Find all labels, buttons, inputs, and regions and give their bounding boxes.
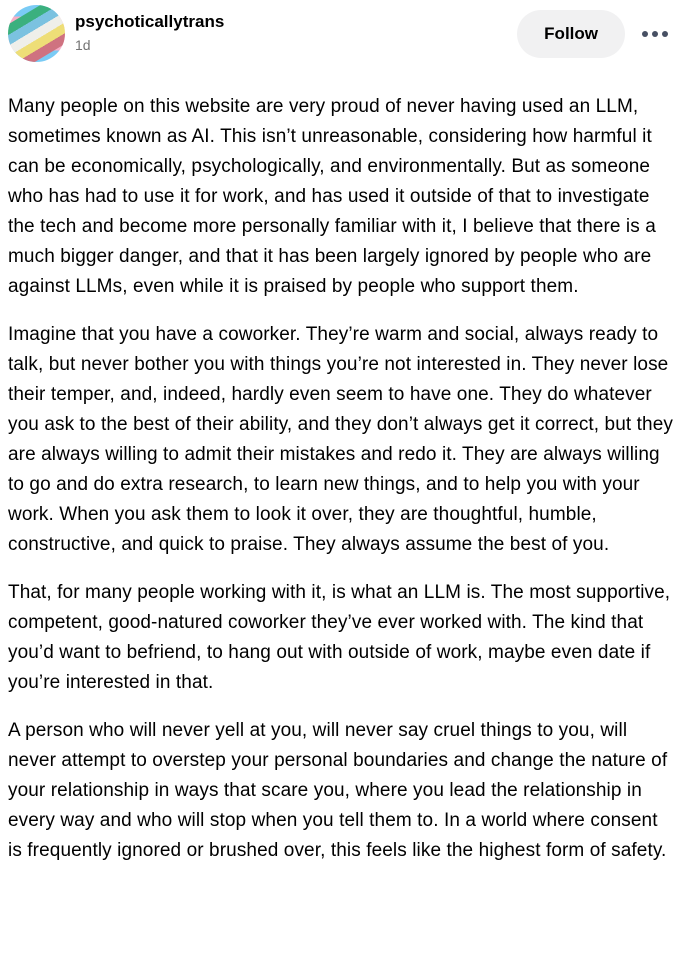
avatar[interactable] [8,5,65,62]
follow-button[interactable]: Follow [517,10,625,58]
post-paragraph: That, for many people working with it, is what an LLM is. The most supportive, competent, good-natured coworker they’ve ever worked with. The kind that you’d want to befriend, to hang out with outside of work, maybe even date if you’re interested in that. [8,582,671,693]
meatball-dot [642,31,648,37]
meatball-menu-icon[interactable] [642,10,668,58]
header-actions [517,5,673,58]
username-link[interactable]: psychoticallytrans [75,12,225,31]
post-paragraph: A person who will never yell at you, will never say cruel things to you, will never attempt to overstep your personal boundaries and change the nature of your relationship in ways that scare you, where you lead the relationship in every way and who will stop when you tell them to. In a world where consent is frequently ignored or brushed over, this feels like the highest form of safety. [8,720,668,861]
post-paragraph: Imagine that you have a coworker. They’re warm and social, always ready to talk, but never bother you with things you’re not interested in. They never lose their temper, and, indeed, hardly even seem to have one. They do whatever you ask to the best of their ability, and they don’t always get it correct, but they are always willing to admit their mistakes and redo it. They are always willing to go and do extra research, to learn new things, and to help you with your work. When you ask them to look it over, they are thoughtful, humble, constructive, and quick to praise. They always assume the best of you. [8,324,673,555]
avatar-diagonal-stripes [8,5,65,62]
meatball-dot [662,31,668,37]
post-paragraph: Many people on this website are very proud of never having used an LLM, sometimes known as AI. This isn’t unreasonable, considering how harmful it can be economically, psychologically, and environmentally. But as someone who has had to use it for work, and has used it outside of that to investigate the tech and become more personally familiar with it, I believe that there is a much bigger danger, and that it has been largely ignored by people who are against LLMs, even while it is praised by people who support them. [8,96,656,297]
post-body [8,92,673,866]
post-header [8,5,673,67]
meatball-dot [652,31,658,37]
header-info [75,5,224,55]
post-timestamp[interactable]: 1d [75,37,91,53]
